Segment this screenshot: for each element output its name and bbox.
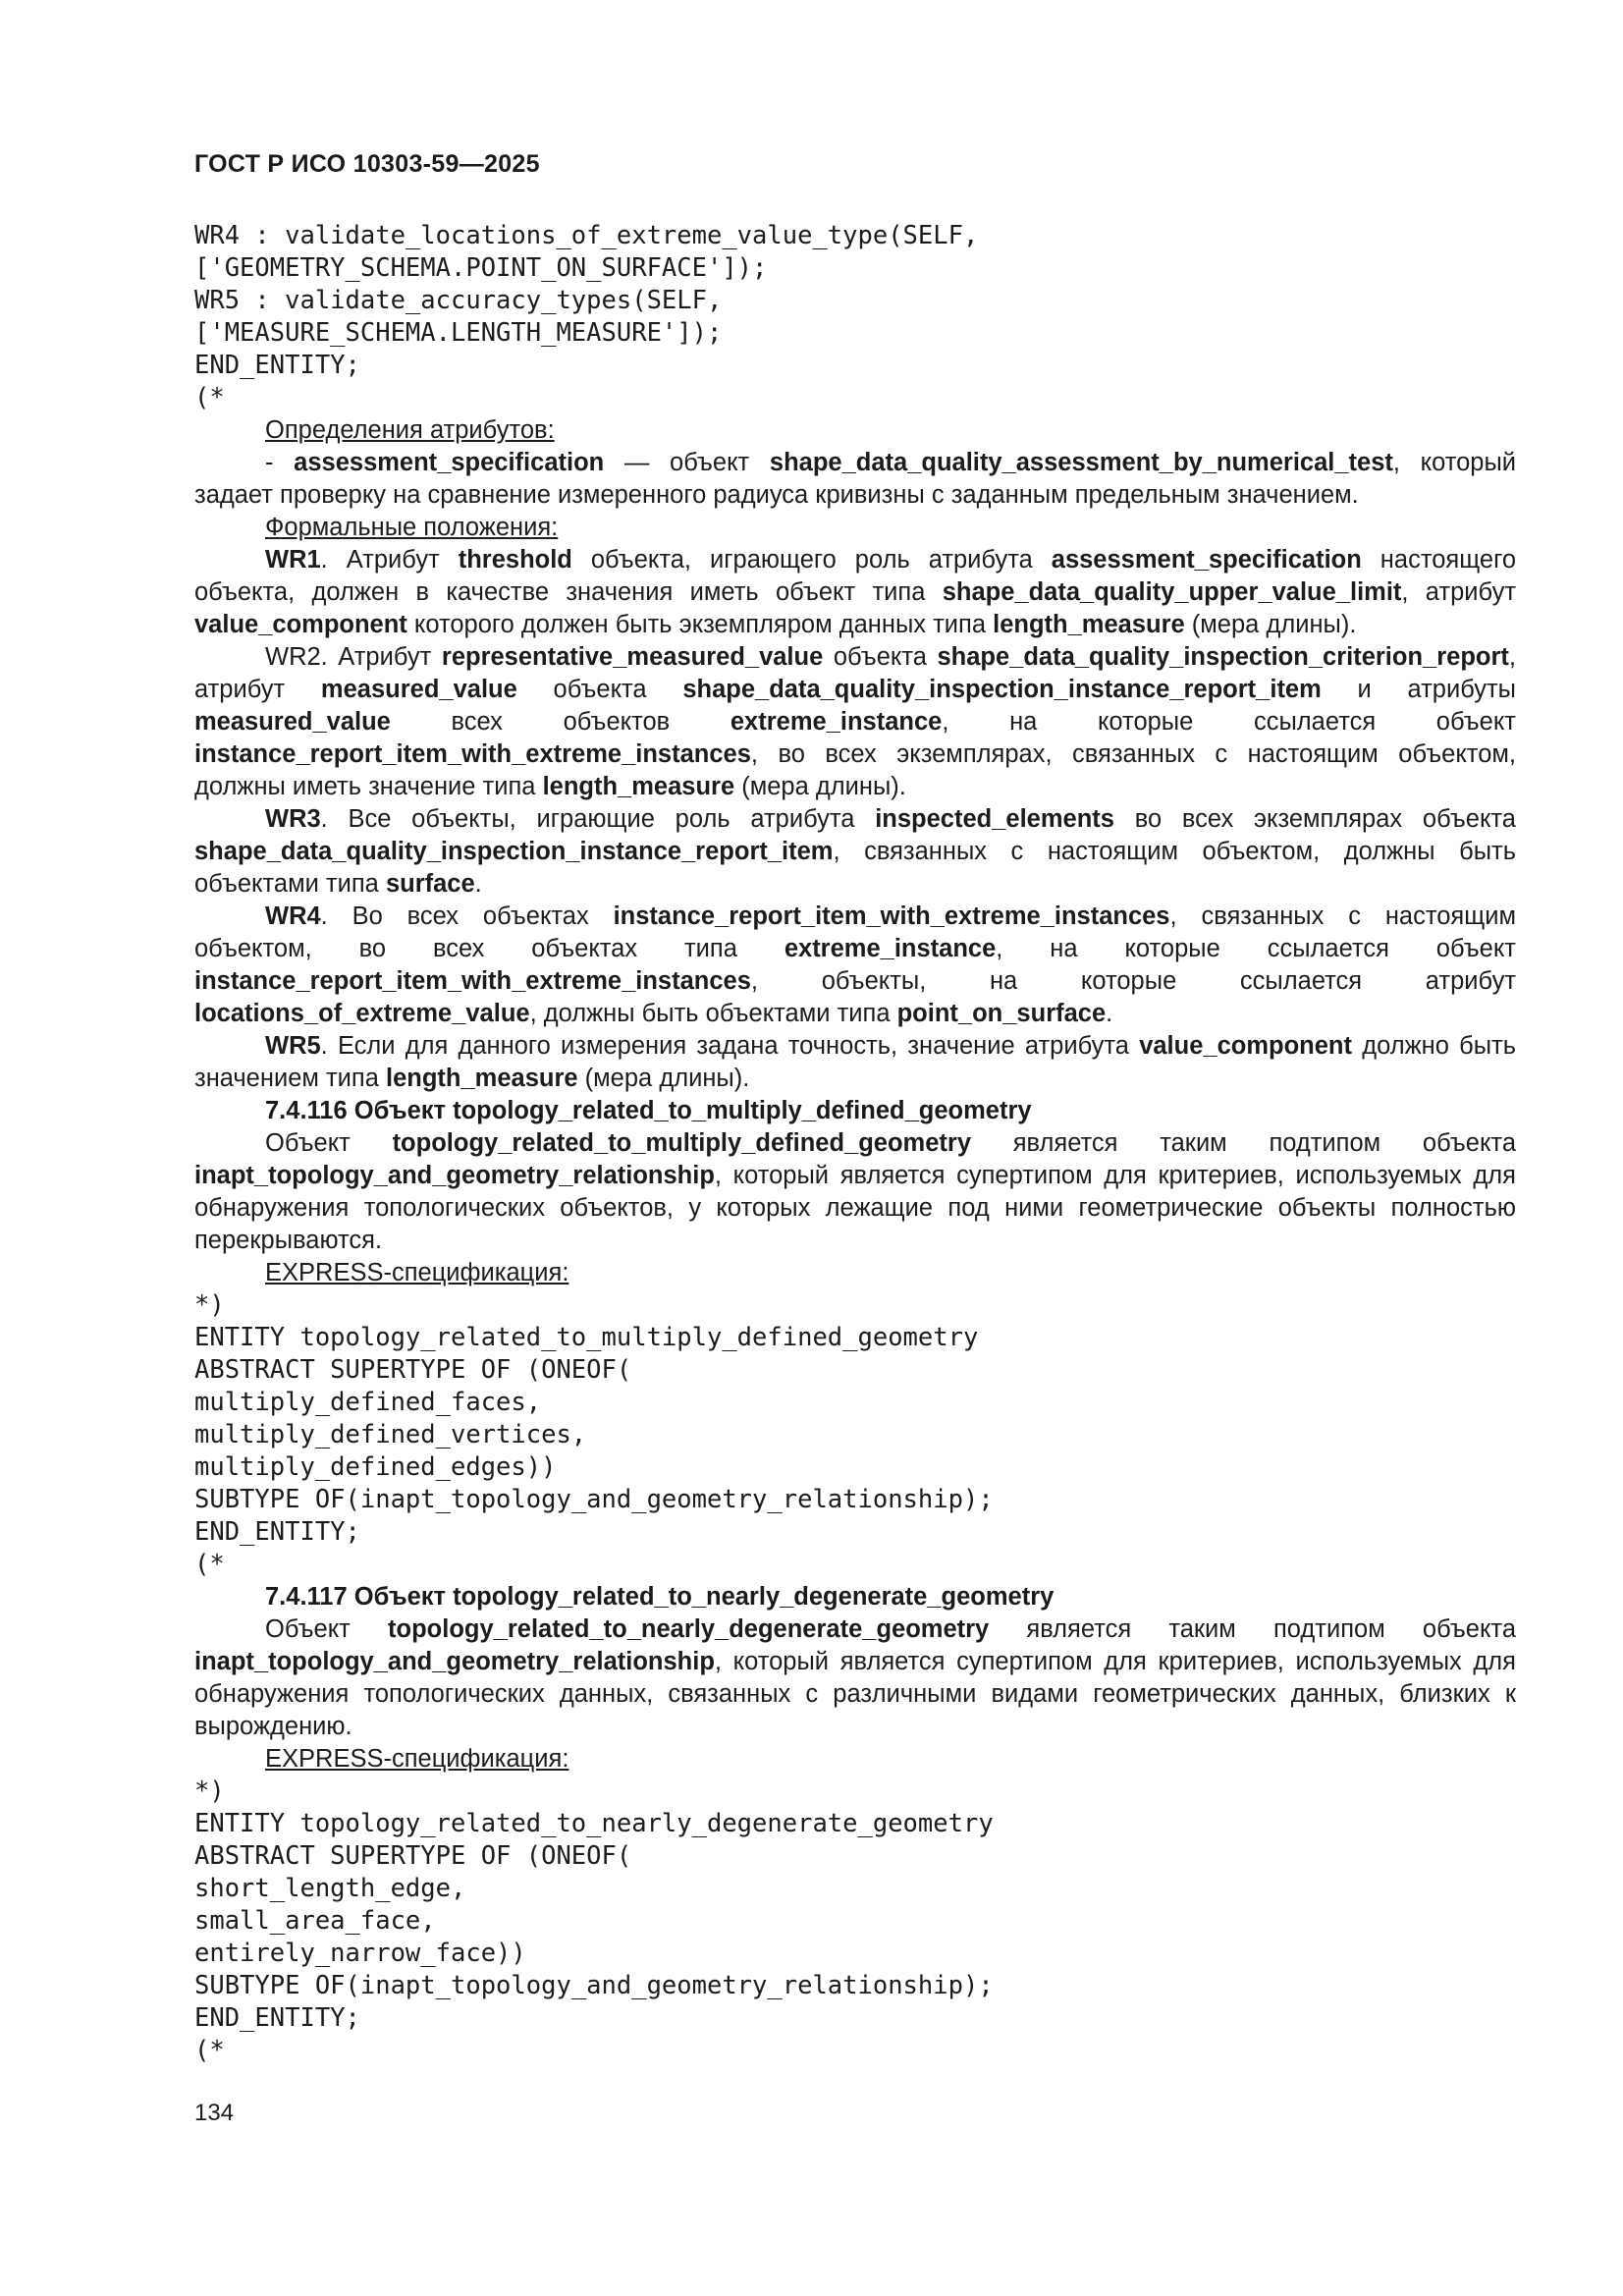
code-line: ENTITY topology_related_to_multiply_defined_geometry [194,1323,979,1352]
code-line: SUBTYPE OF(inapt_topology_and_geometry_relationship); [194,1485,994,1514]
page-number: 134 [194,2100,235,2126]
code-line: WR4 : validate_locations_of_extreme_value_type(SELF, [194,221,979,250]
formal-heading: Формальные положения: [265,514,559,541]
code-block-117 [194,1776,1516,2067]
section-116-description: Объект topology_related_to_multiply_defined_geometry является таким подтипом объекта inapt_topology_and_geometry_relationship, который является супертипом для критериев, используемых для обнаружения топологических объектов, у которых лежащие под ними геометрические объекты полностью перекрываются. [194,1129,1516,1254]
attribute-definition: - assessment_specification — объект shape_data_quality_assessment_by_numerical_test, который задает проверку на сравнение измеренного радиуса кривизны с заданным предельным значением. [194,449,1517,509]
rule-wr1: WR1. Атрибут threshold объекта, играющего роль атрибута assessment_specification настоящего объекта, должен в качестве значения иметь объект типа shape_data_quality_upper_value_limit, атрибут value_component которого должен быть экземпляром данных типа length_measure (мера длины). [194,546,1517,638]
document-header: ГОСТ Р ИСО 10303-59—2025 [194,150,540,178]
code-line: multiply_defined_vertices, [194,1420,587,1449]
code-block-116 [194,1289,1516,1581]
code-line: *) [194,1777,225,1806]
section-heading-7-4-116: 7.4.116 Объект topology_related_to_multiply_defined_geometry [265,1097,1032,1124]
code-line: small_area_face, [194,1906,436,1936]
code-line: *) [194,1290,225,1320]
code-line: ENTITY topology_related_to_nearly_degenerate_geometry [194,1809,994,1838]
code-line: ABSTRACT SUPERTYPE OF (ONEOF( [194,1841,632,1871]
section-117-description: Объект topology_related_to_nearly_degenerate_geometry является таким подтипом объекта inapt_topology_and_geometry_relationship, который является супертипом для критериев, используемых для обнаружения топологических данных, связанных с различными видами геометрических данных, близких к вырождению. [194,1615,1517,1740]
code-line: multiply_defined_faces, [194,1388,542,1417]
code-line: entirely_narrow_face)) [194,1939,526,1968]
express-heading-117: EXPRESS-спецификация: [265,1745,569,1773]
section-heading-7-4-117: 7.4.117 Объект topology_related_to_nearly_degenerate_geometry [265,1583,1055,1611]
code-line: SUBTYPE OF(inapt_topology_and_geometry_relationship); [194,1971,994,2000]
code-line: WR5 : validate_accuracy_types(SELF, [194,286,723,315]
page-content [194,220,1516,2067]
code-line: ['GEOMETRY_SCHEMA.POINT_ON_SURFACE']); [194,253,768,283]
code-line: (* [194,2036,225,2065]
code-line: short_length_edge, [194,1874,466,1903]
attributes-heading: Определения атрибутов: [265,416,555,444]
code-line: multiply_defined_edges)) [194,1452,557,1482]
rule-wr4: WR4. Во всех объектах instance_report_item_with_extreme_instances, связанных с настоящим объектом, во всех объектах типа extreme_instance, на которые ссылается объект instance_report_item_with_extreme_instances, объекты, на которые ссылается атрибут locations_of_extreme_value, должны быть объектами типа point_on_surface. [194,902,1516,1027]
code-line: ['MEASURE_SCHEMA.LENGTH_MEASURE']); [194,318,723,348]
code-line: (* [194,383,225,412]
express-heading-116: EXPRESS-спецификация: [265,1259,569,1286]
rule-wr2: WR2. Атрибут representative_measured_value объекта shape_data_quality_inspection_criterion_report, атрибут measured_value объекта shape_data_quality_inspection_instance_report_item и атрибуты measured_value всех объектов extreme_instance, на которые ссылается объект instance_report_item_with_extreme_instances, во всех экземплярах, связанных с настоящим объектом, должны иметь значение типа length_measure (мера длины). [194,643,1516,800]
code-line: END_ENTITY; [194,351,360,380]
code-line: (* [194,1550,225,1579]
code-line: END_ENTITY; [194,1517,360,1547]
code-line: END_ENTITY; [194,2003,360,2033]
rule-wr5: WR5. Если для данного измерения задана точность, значение атрибута value_component должно быть значением типа length_measure (мера длины). [194,1032,1516,1092]
rule-wr3: WR3. Все объекты, играющие роль атрибута inspected_elements во всех экземплярах объекта shape_data_quality_inspection_instance_report_item, связанных с настоящим объектом, должны быть объектами типа surface. [194,805,1516,898]
code-block-wr [194,220,1516,414]
code-line: ABSTRACT SUPERTYPE OF (ONEOF( [194,1355,632,1385]
